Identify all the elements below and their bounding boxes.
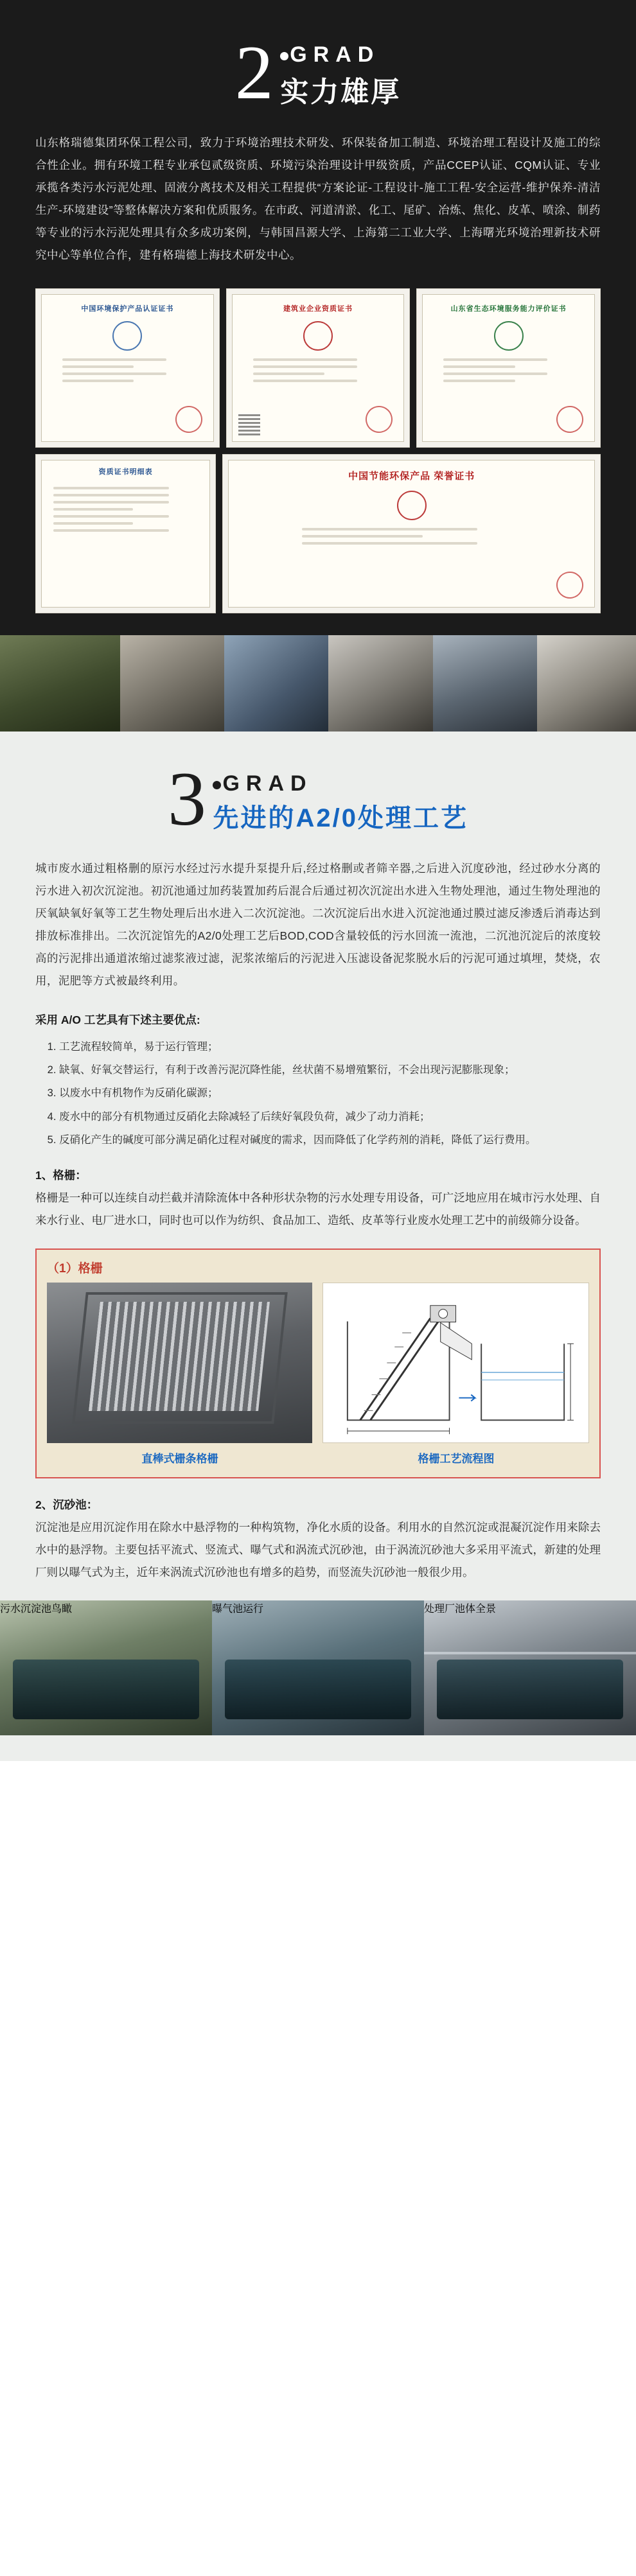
certificate-card <box>35 288 220 448</box>
photo-caption: 污水沉淀池鸟瞰 <box>0 1603 73 1615</box>
advantages-list <box>0 1037 636 1150</box>
certificate-text-lines <box>302 528 521 549</box>
photo-settling-tank-2 <box>212 1600 424 1735</box>
photo-settling-tank-3 <box>424 1600 636 1735</box>
certificate-table-lines <box>53 487 198 536</box>
brand-logo-1 <box>280 42 380 67</box>
water-surface-graphic <box>13 1660 199 1719</box>
list-item: 4. 废水中的部分有机物通过反硝化去除减轻了后续好氧段负荷，减少了动力消耗； <box>59 1107 601 1127</box>
section-1-heading-text <box>280 42 401 110</box>
grille-frame-graphic <box>72 1292 287 1424</box>
photo-caption <box>124 721 159 729</box>
section-2-number: 3 <box>168 756 207 841</box>
brand-dot-icon <box>213 781 221 789</box>
section-process <box>0 732 636 1761</box>
brand-name-2: GRAD <box>222 771 313 796</box>
grille-figure-panel <box>35 1249 601 1478</box>
section-1-paragraph: 山东格瑞德集团环保工程公司，致力于环境治理技术研发、环保装备加工制造、环境治理工程设计及施工的综合性企业。拥有环境工程专业承包贰级资质、环境污染治理设计甲级资质，产品CCEP认证、CQM认证、专业承揽各类污水污泥处理、固液分离技术及相关工程提供“方案论证-工程设计-施工工程-安全运营-维护保养-清洁生产-环境建设”等整体解决方案和优质服务。在市政、河道清淤、化工、尾矿、冶炼、焦化、皮革、喷涂、制药等专业的污水污泥处理具有众多成功案例，与韩国昌源大学、上海第二工业大学、上海曙光环境治理新技术研究中心等单位合作，建有格瑞德上海技术研发中心。 <box>35 136 601 261</box>
photo-workshop <box>120 635 224 732</box>
section-2-heading-text <box>213 771 468 834</box>
subsection-1-body: 格栅是一种可以连续自动拦截并清除流体中各种形状杂物的污水处理专用设备，可广泛地应用在城市污水处理、自来水行业、电厂进水口，同时也可以作为纺织、食品加工、造纸、皮革等行业废水处理工艺中的前级筛分设备。 <box>35 1191 601 1227</box>
figure-diagram-grille <box>322 1283 589 1443</box>
photo-caption: 处理厂池体全景 <box>424 1603 497 1615</box>
figure-caption-right: 格栅工艺流程图 <box>418 1452 495 1465</box>
photo-laboratory <box>537 635 636 732</box>
brand-logo-2 <box>213 771 312 796</box>
figure-title: （1）格栅 <box>47 1261 103 1275</box>
brand-dot-icon <box>280 52 288 60</box>
advantages-lead: 采用 A/O 工艺具有下述主要优点: <box>35 1013 200 1026</box>
list-item: 5. 反硝化产生的碱度可部分满足硝化过程对碱度的需求，因而降低了化学药剂的消耗，降低了运行费用。 <box>59 1130 601 1150</box>
photo-computer-work <box>433 635 537 732</box>
section-1-number: 2 <box>234 29 274 115</box>
grille-process-diagram-svg <box>323 1283 588 1442</box>
list-item: 3. 以废水中有机物作为反硝化碳源； <box>59 1083 601 1103</box>
figure-caption-left: 直棒式栅条格栅 <box>141 1452 218 1465</box>
certificate-seal-icon <box>303 321 333 351</box>
photo-engineers <box>224 635 328 732</box>
company-photo-band <box>0 635 636 732</box>
certificate-card <box>35 454 216 613</box>
photo-caption: 曝气池运行 <box>212 1603 264 1615</box>
section-strength <box>0 0 636 732</box>
photo-caption <box>437 721 472 729</box>
certificate-title: 中国节能环保产品 荣誉证书 <box>348 471 475 482</box>
certificate-seal-icon <box>397 491 427 520</box>
certificate-text-lines <box>62 358 193 387</box>
certificate-row-bottom <box>0 454 636 613</box>
photo-settling-tank-1 <box>0 1600 212 1735</box>
water-surface-graphic <box>437 1660 623 1719</box>
certificate-text-lines <box>443 358 574 387</box>
certificate-card-honor <box>222 454 601 613</box>
section-1-heading <box>0 29 636 115</box>
section-2-heading <box>0 756 636 841</box>
list-item: 1. 工艺流程较简单，易于运行管理； <box>59 1037 601 1057</box>
certificate-card <box>416 288 601 448</box>
certificate-row-top <box>0 288 636 448</box>
figure-captions <box>47 1450 589 1466</box>
certificate-title: 中国环境保护产品认证证书 <box>81 305 174 313</box>
qr-code-icon <box>238 414 260 435</box>
brand-name-1: GRAD <box>290 42 380 67</box>
subsection-1-heading: 1、格栅： <box>35 1168 87 1182</box>
certificate-card <box>226 288 411 448</box>
figure-photo-grille <box>47 1283 312 1443</box>
photo-factory-exterior <box>0 635 120 732</box>
figure-row <box>47 1283 589 1443</box>
settling-tank-photo-band <box>0 1600 636 1735</box>
certificate-title: 资质证书明细表 <box>98 468 153 476</box>
photo-caption <box>228 721 269 729</box>
certificate-text-lines <box>253 358 384 387</box>
photo-caption <box>332 721 367 729</box>
certificate-title: 建筑业企业资质证书 <box>283 305 353 313</box>
section-2-paragraph: 城市废水通过粗格删的原污水经过污水提升泵提升后,经过格删或者筛辛器,之后进入沉度砂池，经过砂水分离的污水进入初次沉淀池。初沉池通过加药装置加药后混合后通过初次沉淀出水进入生物处理池，通过生物处理池的厌氧缺氧好氧等工艺生物处理后出水进入二次沉淀池。二次沉淀后出水进入沉淀池通过膜过滤反渗透后消毒达到排放标准排出。二次沉淀馆先的A2/0处理工艺后BOD,COD含量较低的污水回流一流池，二沉池沉淀后的浓度较高的污泥排出通道浓缩过滤浆液过滤，泥浆浓缩后的污泥进入压滤设备泥浆脱水后的污泥可通过填埋，焚烧，农用，泥肥等方式被最终利用。 <box>35 862 601 987</box>
photo-caption <box>541 721 581 729</box>
photo-meeting <box>328 635 432 732</box>
subsection-2-heading: 2、沉砂池： <box>35 1498 98 1511</box>
photo-caption <box>4 721 39 729</box>
walkway-rail-graphic <box>424 1652 636 1654</box>
subsection-2-body: 沉淀池是应用沉淀作用在除水中悬浮物的一种构筑物，净化水质的设备。利用水的自然沉淀或混凝沉淀作用来除去水中的悬浮物。主要包括平流式、竖流式、曝气式和涡流式沉砂池，由于涡流沉砂池大多采用平流式，新建的处理厂则以曝气式为主，近年来涡流式沉砂池也有增多的趋势，而竖流失沉砂池一般很少用。 <box>35 1520 601 1579</box>
certificate-seal-icon <box>494 321 524 351</box>
certificate-title: 山东省生态环境服务能力评价证书 <box>450 305 567 313</box>
water-surface-graphic <box>225 1660 411 1719</box>
section-1-title: 实力雄厚 <box>280 76 402 108</box>
certificate-seal-icon <box>112 321 142 351</box>
list-item: 2. 缺氧、好氧交替运行，有利于改善污泥沉降性能，丝状菌不易增殖繁衍，不会出现污泥膨胀现象； <box>59 1060 601 1080</box>
section-2-title: 先进的A2/0处理工艺 <box>213 804 468 832</box>
